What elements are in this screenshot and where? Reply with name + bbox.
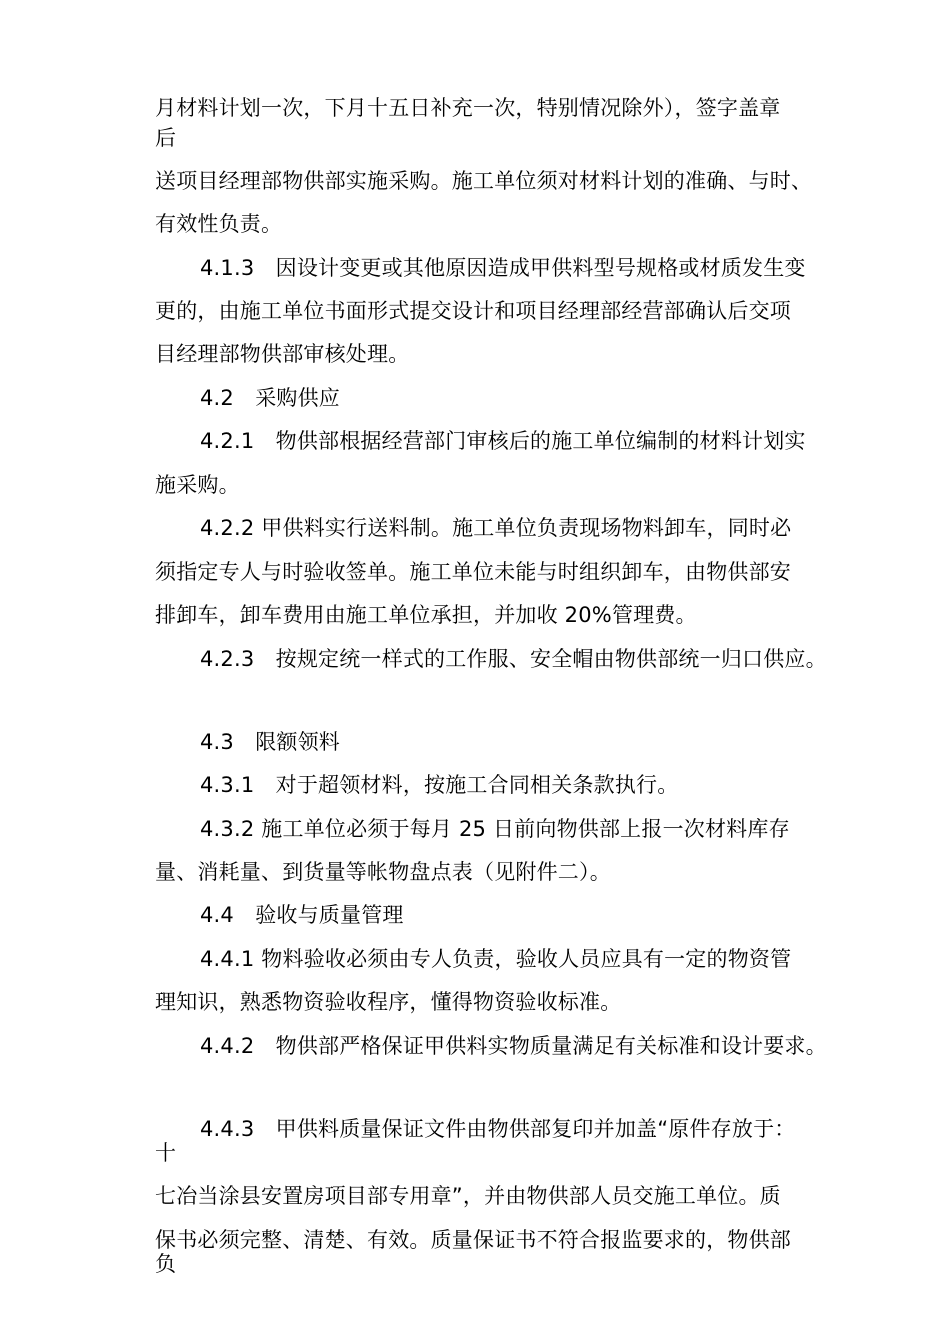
- clause-4-2-1: 4.2.1 物供部根据经营部门审核后的施工单位编制的材料计划实: [200, 429, 806, 453]
- section-heading-4-4: 4.4 验收与质量管理: [200, 903, 404, 927]
- text-line: 须指定专人与时验收签单。施工单位未能与时组织卸车，由物供部安: [155, 560, 791, 584]
- text-line: 有效性负责。: [155, 212, 283, 236]
- section-heading-4-2: 4.2 采购供应: [200, 386, 340, 410]
- text-line: 保书必须完整、清楚、有效。质量保证书不符合报监要求的，物供部: [155, 1228, 791, 1252]
- text-line: 目经理部物供部审核处理。: [155, 342, 410, 366]
- text-line: 量、消耗量、到货量等帐物盘点表（见附件二）。: [155, 860, 611, 884]
- text-line: 送项目经理部物供部实施采购。施工单位须对材料计划的准确、与时、: [155, 169, 813, 193]
- text-line: 理知识，熟悉物资验收程序，懂得物资验收标准。: [155, 990, 622, 1014]
- text-line: 后: [155, 126, 177, 150]
- clause-4-1-3: 4.1.3 因设计变更或其他原因造成甲供料型号规格或材质发生变: [200, 256, 806, 280]
- clause-4-2-2: 4.2.2 甲供料实行送料制。施工单位负责现场物料卸车，同时必: [200, 516, 792, 540]
- clause-4-4-2: 4.4.2 物供部严格保证甲供料实物质量满足有关标准和设计要求。: [200, 1034, 827, 1058]
- text-line: 施采购。: [155, 473, 240, 497]
- text-line: 十: [155, 1141, 177, 1165]
- clause-4-4-1: 4.4.1 物料验收必须由专人负责，验收人员应具有一定的物资管: [200, 947, 792, 971]
- text-line: 七冶当涂县安置房项目部专用章”，并由物供部人员交施工单位。质: [155, 1184, 781, 1208]
- clause-4-2-3: 4.2.3 按规定统一样式的工作服、安全帽由物供部统一归口供应。: [200, 647, 827, 671]
- text-line: 负: [155, 1252, 177, 1276]
- clause-4-3-2: 4.3.2 施工单位必须于每月 25 日前向物供部上报一次材料库存: [200, 817, 790, 841]
- clause-4-3-1: 4.3.1 对于超领材料，按施工合同相关条款执行。: [200, 773, 679, 797]
- clause-4-4-3: 4.4.3 甲供料质量保证文件由物供部复印并加盖“原件存放于：: [200, 1117, 796, 1141]
- text-line: 排卸车，卸车费用由施工单位承担，并加收 20%管理费。: [155, 603, 697, 627]
- text-line: 月材料计划一次，下月十五日补充一次，特别情况除外），签字盖章: [155, 96, 781, 120]
- section-heading-4-3: 4.3 限额领料: [200, 730, 340, 754]
- text-line: 更的，由施工单位书面形式提交设计和项目经理部经营部确认后交项: [155, 299, 791, 323]
